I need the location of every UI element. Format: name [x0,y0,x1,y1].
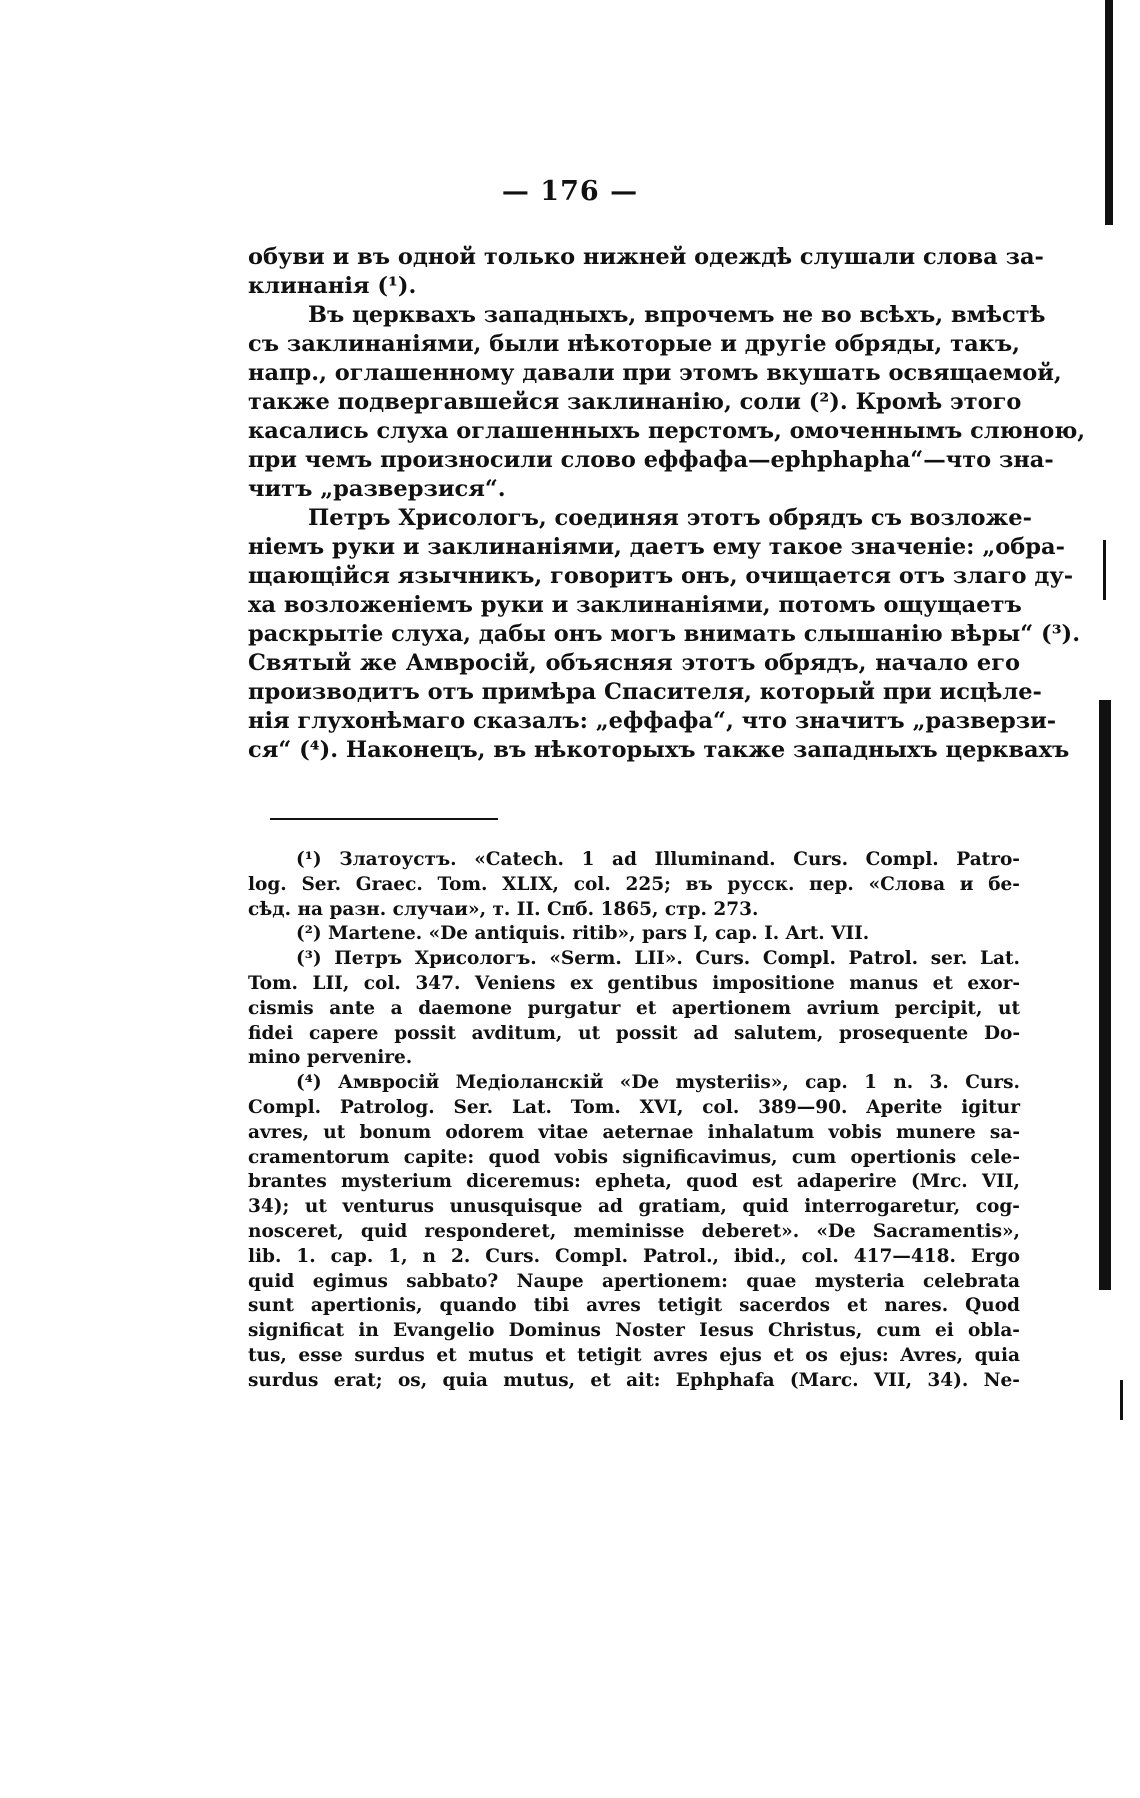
footnote-line: fidei capere possit avditum, ut possit ad salutem, prosequente Do- [248,1022,1020,1044]
text-line: обуви и въ одной только нижней одеждѣ слушали слова за- [248,244,1044,270]
footnote-line: brantes mysterium diceremus: epheta, quod est adaperire (Mrc. VII, [248,1171,1020,1193]
text-line: читъ „разверзися“. [248,476,506,502]
scan-edge-mark [1120,1380,1123,1420]
text-line: ха возложеніемъ руки и заклинаніями, потомъ ощущаетъ [248,592,1022,618]
footnote-line: сѣд. на разн. случаи», т. II. Спб. 1865, стр. 273. [248,898,759,920]
footnote-line: nosceret, quid responderet, meminisse deberet». «De Sacramentis», [248,1220,1020,1242]
scan-edge-mark [1099,700,1111,1290]
text-line: также подвергавшейся заклинанію, соли (²). Кромѣ этого [248,389,1022,415]
text-line: при чемъ произносили слово еффафа—ephphapha“—что зна- [248,447,1054,473]
text-line: щающійся язычникъ, говоритъ онъ, очищается отъ злаго ду- [248,563,1074,589]
footnote-line: (¹) Златоустъ. «Catech. 1 ad Illuminand. Curs. Compl. Patro- [296,849,1020,870]
main-text [248,243,1086,765]
footnotes [248,848,1020,1394]
text-line: Въ церквахъ западныхъ, впрочемъ не во всѣхъ, вмѣстѣ [308,302,1046,328]
text-line: клинанія (¹). [248,273,417,299]
footnote-line: avres, ut bonum odorem vitae aeternae inhalatum vobis munere sa- [248,1121,1020,1143]
footnote-line: (³) Петръ Хрисологъ. «Serm. LII». Curs. Compl. Patrol. ser. Lat. [296,948,1020,970]
text-line: съ заклинаніями, были нѣкоторые и другіе обряды, такъ, [248,331,1020,357]
footnote-line: cramentorum capite: quod vobis significavimus, cum opertionis cele- [248,1146,1020,1168]
text-line: ся“ (⁴). Наконецъ, въ нѣкоторыхъ также западныхъ церквахъ [248,737,1070,763]
footnote-line: (⁴) Амвросій Медіоланскій «De mysteriis», cap. 1 n. 3. Curs. [296,1072,1020,1094]
text-line: Петръ Хрисологъ, соединяя этотъ обрядъ съ возложе- [308,505,1032,531]
text-line: Святый же Амвросій, объясняя этотъ обрядъ, начало его [248,650,1020,676]
footnote-line: Compl. Patrolog. Ser. Lat. Tom. XVI, col. 389—90. Aperite igitur [248,1096,1020,1118]
text-line: напр., оглашенному давали при этомъ вкушать освящаемой, [248,360,1062,386]
footnote-line: log. Ser. Graec. Tom. XLIX, col. 225; въ русск. пер. «Слова и бе- [248,873,1020,895]
footnote-line: quid egimus sabbato? Naupe apertionem: quae mysteria celebrata [248,1270,1020,1292]
text-line: касались слуха оглашенныхъ перстомъ, омоченнымъ слюною, [248,418,1086,444]
footnote-line: significat in Evangelio Dominus Noster Iesus Christus, cum ei obla- [248,1320,1020,1342]
footnote-line: (²) Martene. «De antiquis. ritib», pars I, cap. I. Art. VII. [296,923,870,945]
footnote-line: tus, esse surdus et mutus et tetigit avres ejus et os ejus: Avres, quia [248,1344,1020,1366]
text-line: раскрытіе слуха, дабы онъ могъ внимать слышанію вѣры“ (³). [248,621,1081,647]
scan-edge-mark [1103,540,1106,600]
text-line: ніемъ руки и заклинаніями, даетъ ему такое значеніе: „обра- [248,534,1065,560]
footnote-rule [270,818,498,820]
footnote-line: surdus erat; os, quia mutus, et ait: Ephphafa (Marc. VII, 34). Ne- [248,1369,1020,1391]
text-line: нія глухонѣмаго сказалъ: „еффафа“, что значитъ „разверзи- [248,708,1057,734]
page-number: — 176 — [501,176,639,207]
footnote-line: lib. 1. cap. 1, n 2. Curs. Compl. Patrol., ibid., col. 417—418. Ergo [248,1245,1020,1267]
footnote-line: sunt apertionis, quando tibi avres tetigit sacerdos et nares. Quod [248,1295,1020,1317]
footnote-line: mino pervenire. [248,1047,413,1069]
text-line: производитъ отъ примѣра Спасителя, который при исцѣле- [248,679,1042,705]
footnote-line: cismis ante a daemone purgatur et apertionem avrium percipit, ut [248,997,1020,1019]
footnote-line: 34); ut venturus unusquisque ad gratiam, quid interrogaretur, cog- [248,1196,1020,1218]
footnote-line: Tom. LII, col. 347. Veniens ex gentibus impositione manus et exor- [248,972,1020,994]
